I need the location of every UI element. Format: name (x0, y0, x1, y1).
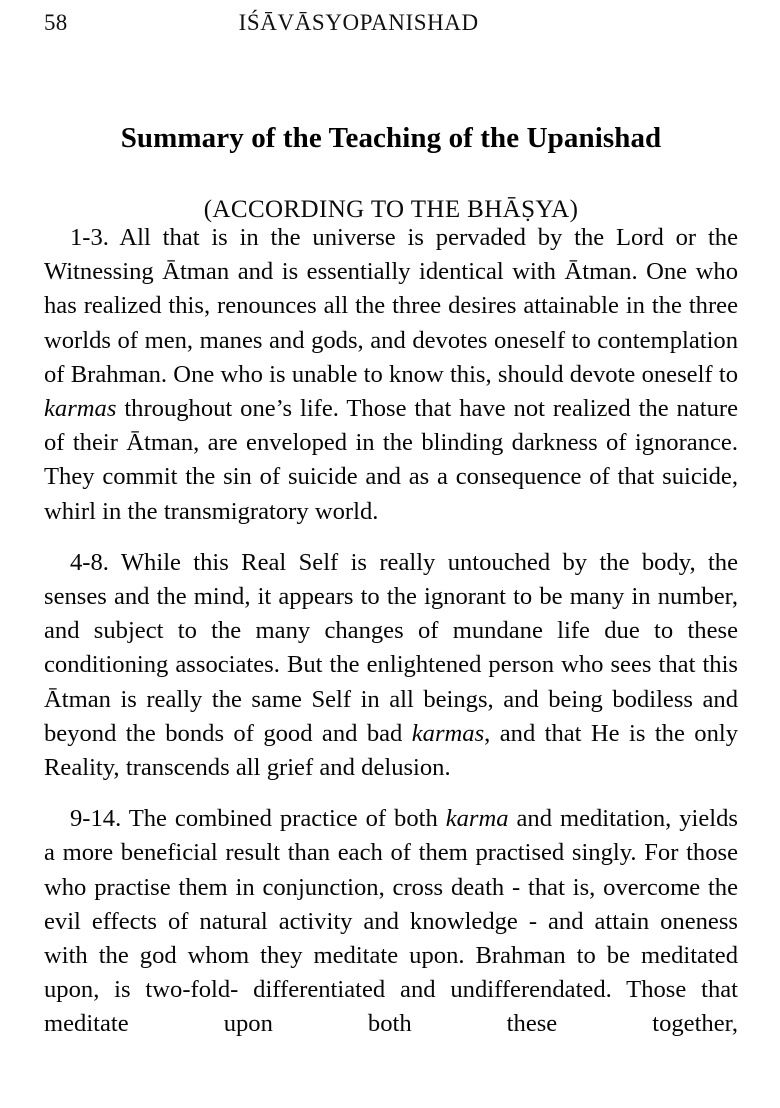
paragraph-1-3: 1-3. All that is in the universe is pervaded by the Lord or the Witnessing Ātman and is essentially identical with Ātman. One who has realized this, renounces all the three desires attainable in the three worlds of men, manes and gods, and devotes oneself to contemplation of Brahman. One who is unable to know this, should devote oneself to karmas throughout one’s life. Those that have not realized the nature of their Ātman, are enveloped in the blinding darkness of ignorance. They commit the sin of suicide and as a consequence of that suicide, whirl in the transmigratory world. (44, 224, 738, 525)
italic-term: karmas (411, 719, 485, 747)
italic-term: karmas (44, 395, 117, 423)
running-head (44, 8, 738, 38)
body-text (44, 221, 738, 1042)
paragraph-4-8: 4-8. While this Real Self is really untouched by the body, the senses and the mind, it appears to the ignorant to be many in number, and subject to the many changes of mundane life due to these conditioning associates. But the enlightened person who sees that this Ātman is really the same Self in all beings, and being bodiless and beyond the bonds of good and bad karmas, and that He is the only Reality, transcends all grief and delusion. (44, 548, 738, 782)
paragraph-9-14: 9-14. The combined practice of both karma and meditation, yields a more beneficial result than each of them practised singly. For those who practise them in conjunction, cross death - that is, overcome the evil effects of natural activity and knowledge - and attain oneness with the god whom they meditate upon. Brahman to be meditated upon, is two-fold- differentiated and undifferendated. Those that meditate upon both these together, (44, 805, 738, 1038)
italic-term: karma (445, 805, 509, 833)
page-subtitle: (ACCORDING TO THE BHĀṢYA) (203, 195, 579, 223)
page-title: Summary of the Teaching of the Upanishad (120, 122, 662, 155)
page-number: 58 (44, 10, 68, 35)
running-head-title: IŚĀVĀSYOPANISHAD (238, 10, 479, 35)
